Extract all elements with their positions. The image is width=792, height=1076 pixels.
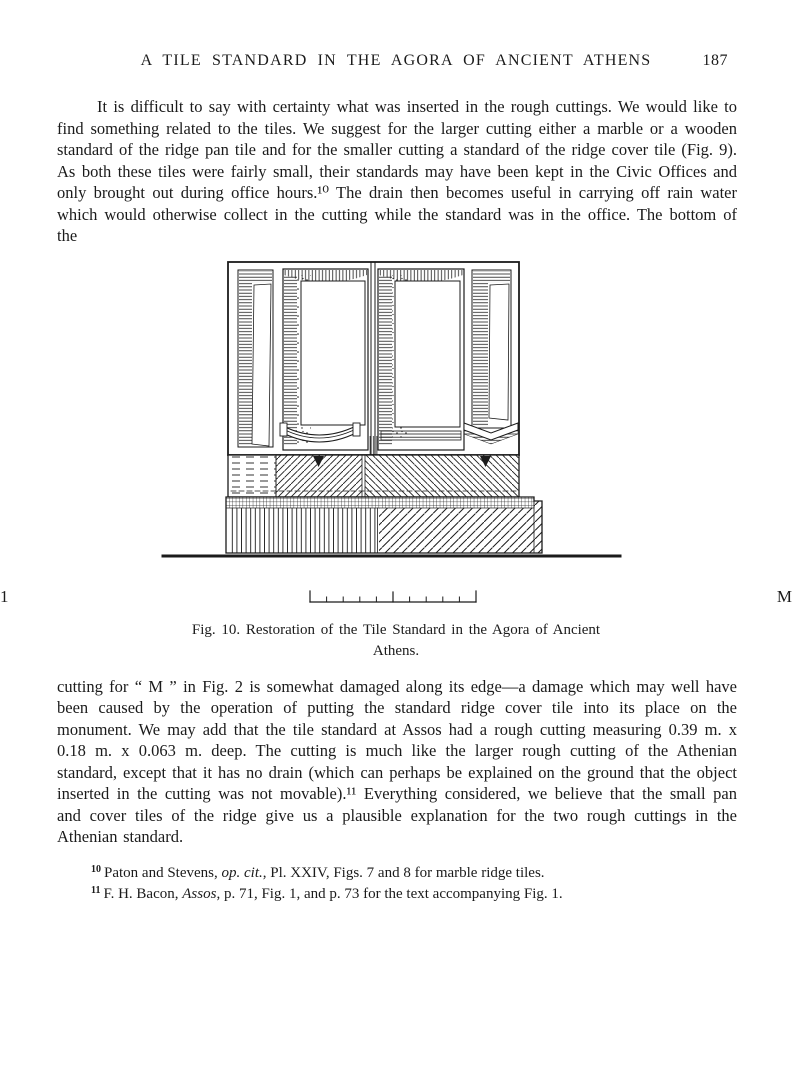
footnote-text: , Pl. XXIV, Figs. 7 and 8 for marble ridge tiles. (262, 864, 545, 881)
scale-right-label: M (776, 586, 792, 606)
footnotes (57, 863, 737, 905)
footnote (57, 884, 737, 905)
paragraph-first: It is difficult to say with certainty what was inserted in the rough cuttings. We would like to find something related to the tiles. We suggest for the larger cutting either a marble or a wooden standard of the ridge pan tile and for the smaller cutting a standard of the ridge cover tile (Fig. 9). As both these tiles were fairly small, their standards may have been kept in the Civic Offices and only brought out during office hours.¹⁰ The drain then becomes useful in carrying off rain water which would otherwise collect in the cutting while the standard was in the office. The bottom of the (57, 97, 737, 245)
page-number: 187 (702, 52, 728, 69)
footnote (57, 863, 737, 884)
running-head (0, 52, 792, 72)
scale-bar-ruler (307, 588, 479, 606)
figure (0, 250, 792, 662)
scale-left-label: 1 (0, 586, 9, 606)
footnote-text: F. H. Bacon, (103, 885, 183, 902)
article-title: A TILE STANDARD IN THE AGORA OF ANCIENT ATHENS (140, 52, 652, 69)
footnote-text: , p. 71, Fig. 1, and p. 73 for the text accompanying Fig. 1. (216, 885, 563, 902)
footnote-marker: 11 (91, 884, 101, 896)
footnote-marker: 10 (91, 863, 101, 875)
figure-caption: Fig. 10. Restoration of the Tile Standard in the Agora of Ancient Athens. (191, 621, 601, 659)
tile-standard-drawing (161, 250, 631, 562)
scanned-paper-page (0, 52, 792, 1076)
footnote-citation: op. cit. (221, 864, 263, 881)
paragraph-second: cutting for “ M ” in Fig. 2 is somewhat damaged along its edge—a damage which may well have been caused by the operation of putting the standard ridge cover tile into its place on the monument. We may add that the tile standard at Assos had a rough cutting measuring 0.39 m. x 0.18 m. x 0.063 m. deep. The cutting is much like the larger rough cutting of the Athenian standard, except that it has no drain (which can perhaps be explained on the ground that the object inserted in the cutting was not movable).¹¹ Everything considered, we believe that the small pan and cover tiles of the ridge give us a plausible explanation for the two rough cuttings in the Athenian standard. (57, 676, 737, 846)
scale-bar-row (0, 588, 792, 606)
footnote-citation: Assos (182, 885, 217, 902)
footnote-text: Paton and Stevens, (104, 864, 222, 881)
